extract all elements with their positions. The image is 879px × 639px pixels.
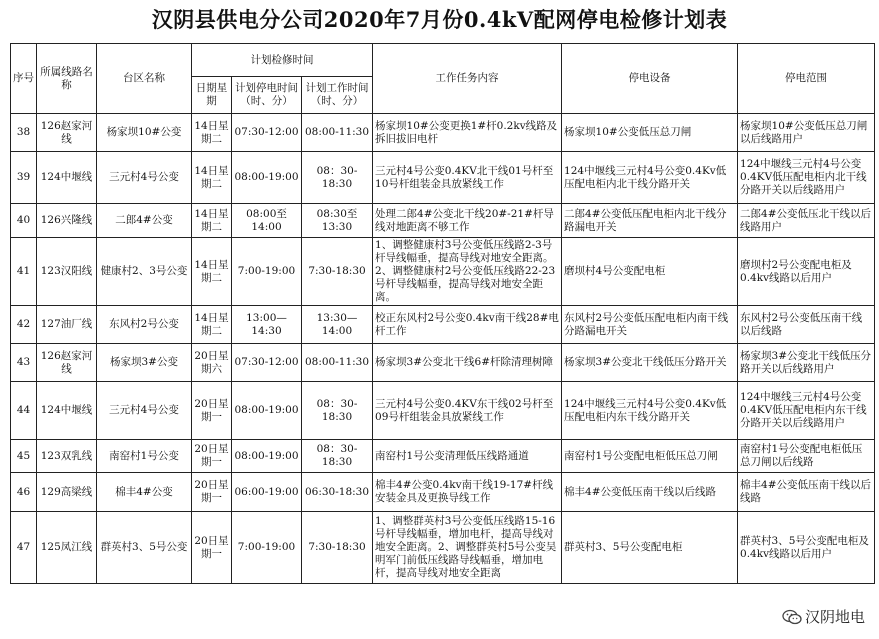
row-date: 20日星期一 — [192, 440, 232, 473]
row-outage-time: 08:00-19:00 — [232, 382, 302, 440]
row-equipment: 二郎4#公变低压配电柜内北干线分路漏电开关 — [562, 204, 738, 238]
row-seq: 44 — [11, 382, 37, 440]
row-task: 棉丰4#公变0.4kv南干线19-17#杆线安装金具及更换导线工作 — [373, 473, 562, 512]
row-outage-time: 7:00-19:00 — [232, 512, 302, 584]
table-row — [11, 440, 875, 473]
row-line: 129高梁线 — [37, 473, 97, 512]
table-row — [11, 114, 875, 152]
row-seq: 41 — [11, 238, 37, 306]
header-plan-time: 计划检修时间 — [192, 44, 373, 77]
row-scope: 磨坝村2号公变配电柜及0.4kv线路以后用户 — [738, 238, 875, 306]
row-scope: 124中堰线三元村4号公变0.4KV低压配电柜内东干线分路开关以后线路用户 — [738, 382, 875, 440]
table-row — [11, 238, 875, 306]
row-work-time: 08:00-11:30 — [302, 114, 373, 152]
row-task: 1、调整群英村3号公变低压线路15-16号杆导线幅垂，增加电杆，提高导线对地安全距离。2、调整群英村5号公变吴明军门前低压线路导线幅垂，增加电杆，提高导线对地安全距离 — [373, 512, 562, 584]
row-seq: 40 — [11, 204, 37, 238]
row-outage-time: 07:30-12:00 — [232, 114, 302, 152]
table-row — [11, 473, 875, 512]
row-outage-time: 7:00-19:00 — [232, 238, 302, 306]
row-seq: 39 — [11, 152, 37, 204]
row-task: 南窑村1号公变清理低压线路通道 — [373, 440, 562, 473]
row-date: 14日星期二 — [192, 238, 232, 306]
page-title: 汉阴县供电分公司2020年7月份0.4kV配网停电检修计划表 — [151, 7, 728, 32]
header-outage-time: 计划停电时间（时、分） — [232, 77, 302, 114]
header-task: 工作任务内容 — [373, 44, 562, 114]
row-line: 124中堰线 — [37, 382, 97, 440]
row-outage-time: 07:30-12:00 — [232, 344, 302, 382]
row-date: 20日星期一 — [192, 473, 232, 512]
row-work-time: 08：30-18:30 — [302, 382, 373, 440]
header-station: 台区名称 — [97, 44, 192, 114]
row-equipment: 杨家坝3#公变北干线低压分路开关 — [562, 344, 738, 382]
row-scope: 二郎4#公变低压北干线以后线路用户 — [738, 204, 875, 238]
row-line: 126兴隆线 — [37, 204, 97, 238]
outage-plan-table — [10, 43, 875, 584]
row-line: 125凤江线 — [37, 512, 97, 584]
row-work-time: 08:00-11:30 — [302, 344, 373, 382]
row-scope: 群英村3、5号公变配电柜及0.4kv线路以后用户 — [738, 512, 875, 584]
row-seq: 42 — [11, 306, 37, 344]
row-work-time: 7:30-18:30 — [302, 512, 373, 584]
row-outage-time: 13:00—14:30 — [232, 306, 302, 344]
row-station: 东风村2号公变 — [97, 306, 192, 344]
row-work-time: 08:30至13:30 — [302, 204, 373, 238]
row-equipment: 杨家坝10#公变低压总刀闸 — [562, 114, 738, 152]
row-equipment: 124中堰线三元村4号公变0.4Kv低压配电柜内北干线分路开关 — [562, 152, 738, 204]
row-line: 126赵家河线 — [37, 114, 97, 152]
row-date: 14日星期二 — [192, 114, 232, 152]
table-row — [11, 204, 875, 238]
row-scope: 124中堰线三元村4号公变0.4KV低压配电柜内北干线分路开关以后线路用户 — [738, 152, 875, 204]
row-station: 杨家坝3#公变 — [97, 344, 192, 382]
row-station: 三元村4号公变 — [97, 382, 192, 440]
row-seq: 47 — [11, 512, 37, 584]
row-line: 123汉阳线 — [37, 238, 97, 306]
row-station: 二郎4#公变 — [97, 204, 192, 238]
row-scope: 东风村2号公变低压南干线以后线路 — [738, 306, 875, 344]
row-work-time: 08：30-18:30 — [302, 440, 373, 473]
row-date: 14日星期二 — [192, 204, 232, 238]
row-line: 126赵家河线 — [37, 344, 97, 382]
row-outage-time: 08:00至14:00 — [232, 204, 302, 238]
row-date: 20日星期一 — [192, 382, 232, 440]
table-row — [11, 152, 875, 204]
row-task: 校正东风村2号公变0.4kv南干线28#电杆工作 — [373, 306, 562, 344]
table-row — [11, 344, 875, 382]
row-equipment: 124中堰线三元村4号公变0.4Kv低压配电柜内东干线分路开关 — [562, 382, 738, 440]
table-row — [11, 382, 875, 440]
watermark — [778, 604, 869, 629]
row-equipment: 东风村2号公变低压配电柜内南干线分路漏电开关 — [562, 306, 738, 344]
row-work-time: 06:30-18:30 — [302, 473, 373, 512]
row-scope: 杨家坝3#公变北干线低压分路开关以后线路用户 — [738, 344, 875, 382]
row-equipment: 棉丰4#公变低压南干线以后线路 — [562, 473, 738, 512]
row-station: 群英村3、5号公变 — [97, 512, 192, 584]
row-outage-time: 08:00-19:00 — [232, 440, 302, 473]
row-equipment: 磨坝村4号公变配电柜 — [562, 238, 738, 306]
row-task: 1、调整健康村3号公变低压线路2-3号杆导线幅垂，提高导线对地安全距离。2、调整健康村2号公变低压线路22-23号杆导线幅垂，提高导线对地安全距离。 — [373, 238, 562, 306]
table-row — [11, 512, 875, 584]
row-seq: 38 — [11, 114, 37, 152]
row-task: 杨家坝3#公变北干线6#杆除清理树障 — [373, 344, 562, 382]
row-task: 三元村4号公变0.4KV东干线02号杆至09号杆组装金具放紧线工作 — [373, 382, 562, 440]
row-outage-time: 06:00-19:00 — [232, 473, 302, 512]
row-scope: 杨家坝10#公变低压总刀闸以后线路用户 — [738, 114, 875, 152]
row-equipment: 群英村3、5号公变配电柜 — [562, 512, 738, 584]
header-seq: 序号 — [11, 44, 37, 114]
row-scope: 南窑村1号公变配电柜低压总刀闸以后线路 — [738, 440, 875, 473]
header-work-time: 计划工作时间（时、分） — [302, 77, 373, 114]
wechat-icon — [782, 609, 802, 625]
row-station: 健康村2、3号公变 — [97, 238, 192, 306]
row-seq: 46 — [11, 473, 37, 512]
row-work-time: 7:30-18:30 — [302, 238, 373, 306]
row-station: 三元村4号公变 — [97, 152, 192, 204]
row-date: 20日星期六 — [192, 344, 232, 382]
row-equipment: 南窑村1号公变配电柜低压总刀闸 — [562, 440, 738, 473]
row-scope: 棉丰4#公变低压南干线以后线路 — [738, 473, 875, 512]
row-line: 124中堰线 — [37, 152, 97, 204]
row-work-time: 08：30-18:30 — [302, 152, 373, 204]
row-task: 处理二郎4#公变北干线20#-21#杆导线对地距离不够工作 — [373, 204, 562, 238]
header-date: 日期星期 — [192, 77, 232, 114]
header-equipment: 停电设备 — [562, 44, 738, 114]
row-station: 棉丰4#公变 — [97, 473, 192, 512]
row-date: 20日星期一 — [192, 512, 232, 584]
watermark-text: 汉阴地电 — [804, 608, 865, 626]
row-station: 南窑村1号公变 — [97, 440, 192, 473]
row-line: 127油厂线 — [37, 306, 97, 344]
row-line: 123双乳线 — [37, 440, 97, 473]
table-row — [11, 306, 875, 344]
row-task: 杨家坝10#公变更换1#杆0.2kv线路及拆旧拔旧电杆 — [373, 114, 562, 152]
header-scope: 停电范围 — [738, 44, 875, 114]
row-work-time: 13:30—14:00 — [302, 306, 373, 344]
row-station: 杨家坝10#公变 — [97, 114, 192, 152]
row-date: 14日星期二 — [192, 306, 232, 344]
row-seq: 45 — [11, 440, 37, 473]
row-outage-time: 08:00-19:00 — [232, 152, 302, 204]
header-line: 所属线路名 称 — [37, 44, 97, 114]
row-task: 三元村4号公变0.4KV北干线01号杆至10号杆组装金具放紧线工作 — [373, 152, 562, 204]
row-seq: 43 — [11, 344, 37, 382]
row-date: 14日星期二 — [192, 152, 232, 204]
